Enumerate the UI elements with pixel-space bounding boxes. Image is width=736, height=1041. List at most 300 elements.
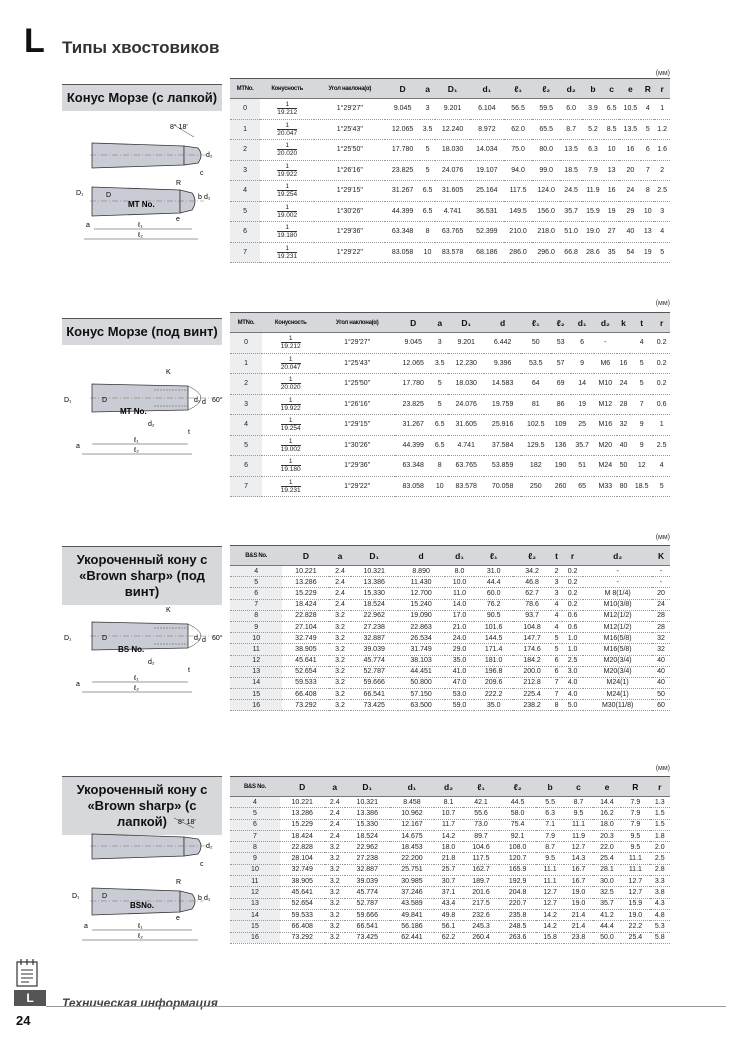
table-cell: 6.5: [420, 181, 436, 202]
table-cell: 62.0: [504, 119, 532, 140]
table-cell: 40: [652, 666, 670, 677]
table-cell: 9.045: [385, 99, 419, 120]
table-cell: 11: [230, 876, 280, 887]
svg-text:ℓ₂: ℓ₂: [134, 685, 139, 692]
table-cell: 18.030: [435, 140, 469, 161]
table-cell: 171.4: [474, 644, 512, 655]
table-cell: 65: [571, 476, 594, 497]
table-cell: 0: [230, 99, 260, 120]
table-cell: 5: [230, 808, 280, 819]
column-header: d₁: [445, 546, 475, 566]
table-cell: 4: [630, 333, 653, 354]
svg-text:K: K: [166, 369, 171, 376]
page-number: 24: [16, 1013, 31, 1028]
table-cell: 32: [652, 644, 670, 655]
table-cell: 10.321: [345, 797, 390, 808]
table-cell: 1°25'43": [314, 119, 385, 140]
table-cell: 5.3: [650, 921, 670, 932]
table-cell: 10.221: [282, 566, 329, 577]
table-cell: 19.0: [621, 909, 649, 920]
svg-text:ℓ₁: ℓ₁: [134, 675, 139, 682]
column-header: d: [484, 313, 520, 333]
table-cell: 18.453: [390, 842, 435, 853]
table-cell: 22.2: [621, 921, 649, 932]
table-cell: 44.5: [499, 797, 536, 808]
svg-text:d₁: d₁: [204, 194, 211, 201]
table-cell: 32.5: [593, 887, 621, 898]
svg-text:e: e: [176, 915, 180, 922]
table-cell: 11.9: [564, 830, 592, 841]
table-cell: 19.0: [582, 222, 604, 243]
table-cell: 3: [551, 577, 562, 588]
table-cell: 9: [230, 853, 280, 864]
table-cell: 149.5: [504, 201, 532, 222]
table-cell: 1: [653, 415, 670, 436]
table-cell: 222.2: [474, 689, 512, 700]
table-cell: 19: [604, 201, 620, 222]
table-cell: 43.4: [434, 898, 462, 909]
table-cell: 19: [571, 394, 594, 415]
table-row: [230, 932, 670, 943]
table-cell: M 8(1/4): [583, 588, 652, 599]
table-cell: 6.0: [560, 99, 582, 120]
table-row: [230, 655, 670, 666]
column-header: ℓ₂: [513, 546, 551, 566]
table-cell: 3.2: [329, 655, 350, 666]
table-cell: 4.0: [562, 677, 583, 688]
table-cell: 124.0: [532, 181, 560, 202]
table-cell: 5: [230, 201, 260, 222]
table-cell: 1: [230, 353, 262, 374]
table-cell: 13.386: [345, 808, 390, 819]
table-cell: 2.5: [654, 181, 670, 202]
table-cell: 245.3: [463, 921, 500, 932]
table-row: [230, 160, 670, 181]
table-cell: 66.408: [280, 921, 325, 932]
footer-divider: [46, 1006, 726, 1007]
table-cell: 28: [652, 621, 670, 632]
table-cell: 25.4: [621, 932, 649, 943]
table-row: [230, 415, 670, 436]
table-cell: 3.2: [325, 887, 345, 898]
table-cell: 35.0: [445, 655, 475, 666]
table-cell: 0.2: [653, 333, 670, 354]
table-cell: 81: [521, 394, 551, 415]
svg-text:d: d: [202, 637, 206, 644]
column-header: b: [582, 79, 604, 99]
table-cell: 8: [420, 222, 436, 243]
table-header-row: [230, 313, 670, 333]
table-cell: 3.8: [650, 887, 670, 898]
table-cell: 4: [230, 181, 260, 202]
table-cell: 3.2: [329, 610, 350, 621]
table-cell: 13: [604, 160, 620, 181]
column-header: ℓ₁: [463, 777, 500, 797]
table-cell: 25.164: [470, 181, 504, 202]
table-cell: 5: [630, 374, 653, 395]
table-cell: 10: [604, 140, 620, 161]
table-cell: 35.7: [593, 898, 621, 909]
table-cell: 8.5: [604, 119, 620, 140]
table-cell: 13.286: [282, 577, 329, 588]
table-cell: $\frac{1}{19.002}$: [260, 201, 314, 222]
table-cell: 204.8: [499, 887, 536, 898]
table-cell: 3.0: [562, 666, 583, 677]
table-cell: 73.425: [351, 700, 398, 711]
table-cell: M20(3/4): [583, 666, 652, 677]
table-cell: 80.0: [532, 140, 560, 161]
table-cell: 44.399: [395, 435, 431, 456]
table-cell: 52.787: [345, 898, 390, 909]
column-header: r: [653, 313, 670, 333]
table-cell: 3.2: [329, 621, 350, 632]
svg-text:d₂: d₂: [148, 421, 155, 428]
table-cell: 35.0: [474, 700, 512, 711]
table-cell: 13.5: [619, 119, 641, 140]
table-cell: 40: [619, 222, 641, 243]
table-cell: 76.2: [474, 599, 512, 610]
svg-text:R: R: [176, 879, 182, 886]
table-row: [230, 599, 670, 610]
table-header-row: [230, 79, 670, 99]
table-cell: 66.541: [351, 689, 398, 700]
table-cell: 83.578: [435, 242, 469, 263]
table-cell: 102.5: [521, 415, 551, 436]
table-row: [230, 853, 670, 864]
table-cell: 11: [230, 644, 282, 655]
table-cell: 8.7: [536, 842, 564, 853]
table-cell: 44.4: [474, 577, 512, 588]
unit-label: (мм): [655, 70, 670, 77]
table-cell: 15.8: [536, 932, 564, 943]
table-cell: 4: [551, 599, 562, 610]
table-cell: 12.7: [621, 887, 649, 898]
table-cell: 53.859: [484, 456, 520, 477]
table-cell: 5: [551, 633, 562, 644]
table-cell: 4: [641, 99, 654, 120]
table-cell: 86: [551, 394, 571, 415]
table-cell: 31.749: [398, 644, 445, 655]
chapter-letter: L: [24, 22, 45, 60]
table-cell: 6: [230, 588, 282, 599]
table-row: [230, 666, 670, 677]
section-title: Конус Морзе (с лапкой): [62, 84, 222, 111]
table-cell: 14.3: [564, 853, 592, 864]
table-cell: 2.5: [653, 435, 670, 456]
table-cell: 42.1: [463, 797, 500, 808]
table-cell: 1.0: [562, 633, 583, 644]
table-cell: 0.2: [562, 577, 583, 588]
table-cell: 11.1: [621, 864, 649, 875]
table-cell: 44.451: [398, 666, 445, 677]
table-cell: 1°29'36": [319, 456, 395, 477]
table-cell: 5: [431, 394, 448, 415]
table-cell: 12: [230, 887, 280, 898]
table-cell: 12.230: [448, 353, 484, 374]
table-cell: 28.1: [593, 864, 621, 875]
column-header: e: [593, 777, 621, 797]
table-cell: 51: [571, 456, 594, 477]
column-header: ℓ₁: [504, 79, 532, 99]
table-cell: 22.0: [593, 842, 621, 853]
table-row: [230, 181, 670, 202]
column-header: B&S No.: [230, 546, 282, 566]
table-cell: 27.238: [351, 621, 398, 632]
table-cell: 5: [551, 644, 562, 655]
table-cell: 24: [652, 599, 670, 610]
table-cell: 5: [420, 140, 436, 161]
table-cell: 31.0: [474, 566, 512, 577]
table-cell: 43.589: [390, 898, 435, 909]
table-cell: 7: [230, 242, 260, 263]
table-cell: 218.0: [532, 222, 560, 243]
table-cell: 78.6: [513, 599, 551, 610]
table-cell: 184.2: [513, 655, 551, 666]
table-cell: 6.104: [470, 99, 504, 120]
table-cell: 3: [654, 201, 670, 222]
table-cell: -: [583, 577, 652, 588]
table-row: [230, 621, 670, 632]
table-row: [230, 119, 670, 140]
table-cell: 11.1: [564, 819, 592, 830]
table-cell: 29.0: [445, 644, 475, 655]
table-cell: 1.5: [650, 808, 670, 819]
table-cell: 6.5: [420, 201, 436, 222]
svg-text:d₁: d₁: [194, 397, 201, 404]
table-cell: 13.5: [560, 140, 582, 161]
table-cell: 93.7: [513, 610, 551, 621]
table-cell: 260: [551, 476, 571, 497]
column-header: K: [652, 546, 670, 566]
svg-text:D₁: D₁: [72, 893, 80, 900]
table-row: [230, 887, 670, 898]
table-cell: 212.8: [513, 677, 551, 688]
svg-text:D: D: [106, 192, 112, 199]
table-cell: 8.1: [434, 797, 462, 808]
table-cell: 53.0: [445, 689, 475, 700]
table-row: [230, 588, 670, 599]
table-cell: 18.0: [593, 819, 621, 830]
table-cell: 22.962: [351, 610, 398, 621]
column-header: d₂: [560, 79, 582, 99]
table-cell: 90.5: [474, 610, 512, 621]
table-cell: 32: [617, 415, 630, 436]
morse-screw-table: [230, 312, 670, 497]
table-cell: 30.0: [593, 876, 621, 887]
table-cell: 28.104: [280, 853, 325, 864]
section-title: Конус Морзе (под винт): [62, 318, 222, 345]
page-title: Типы хвостовиков: [62, 38, 220, 57]
table-cell: M16(5/8): [583, 644, 652, 655]
bs-screw-drawing: [62, 600, 226, 700]
table-cell: 2: [230, 140, 260, 161]
table-cell: 2.4: [329, 566, 350, 577]
table-cell: 62.7: [513, 588, 551, 599]
table-cell: 3.2: [329, 644, 350, 655]
table-cell: 1°25'50": [314, 140, 385, 161]
table-cell: $\frac{1}{19.180}$: [260, 222, 314, 243]
table-cell: 5: [420, 160, 436, 181]
table-cell: 15.330: [345, 819, 390, 830]
table-row: [230, 201, 670, 222]
table-cell: $\frac{1}{19.254}$: [260, 181, 314, 202]
table-cell: 75.0: [504, 140, 532, 161]
table-cell: 3.2: [325, 864, 345, 875]
table-cell: 15.229: [282, 588, 329, 599]
table-cell: 32.887: [351, 633, 398, 644]
table-row: [230, 394, 670, 415]
table-cell: 39.039: [351, 644, 398, 655]
table-cell: 6.3: [582, 140, 604, 161]
table-cell: 59.0: [445, 700, 475, 711]
table-cell: 14.583: [484, 374, 520, 395]
svg-text:d₂: d₂: [148, 659, 155, 666]
table-cell: 7.1: [536, 819, 564, 830]
table-row: [230, 374, 670, 395]
table-cell: 24.0: [445, 633, 475, 644]
table-cell: 7: [551, 689, 562, 700]
table-cell: 30.7: [434, 876, 462, 887]
table-cell: 12.7: [564, 842, 592, 853]
table-cell: 50: [617, 456, 630, 477]
table-cell: M30(11/8): [583, 700, 652, 711]
table-cell: 11.1: [536, 864, 564, 875]
table-cell: 11.0: [445, 588, 475, 599]
table-cell: 38.905: [280, 876, 325, 887]
svg-text:D: D: [102, 893, 108, 900]
table-cell: M16: [594, 415, 617, 436]
table-cell: 156.0: [532, 201, 560, 222]
table-cell: 4.741: [448, 435, 484, 456]
table-cell: 66.541: [345, 921, 390, 932]
table-cell: 14: [571, 374, 594, 395]
table-cell: 120.7: [499, 853, 536, 864]
svg-text:D: D: [102, 397, 108, 404]
unit-label: (мм): [655, 534, 670, 541]
table-cell: 2: [551, 566, 562, 577]
table-cell: 217.5: [463, 898, 500, 909]
table-cell: 2.8: [650, 864, 670, 875]
table-cell: 7: [630, 394, 653, 415]
table-cell: 18.0: [434, 842, 462, 853]
table-cell: 26.534: [398, 633, 445, 644]
table-cell: 15.9: [582, 201, 604, 222]
table-cell: 22.828: [280, 842, 325, 853]
table-cell: 52.399: [470, 222, 504, 243]
table-cell: 57: [551, 353, 571, 374]
table-cell: 16.7: [564, 876, 592, 887]
table-cell: 174.6: [513, 644, 551, 655]
table-cell: 1°29'15": [319, 415, 395, 436]
table-cell: 41.0: [445, 666, 475, 677]
table-row: [230, 898, 670, 909]
table-cell: 25.916: [484, 415, 520, 436]
table-cell: 4: [230, 797, 280, 808]
table-cell: 4: [654, 222, 670, 243]
table-cell: 25.751: [390, 864, 435, 875]
table-cell: 1°29'22": [314, 242, 385, 263]
column-header: D: [385, 79, 419, 99]
table-cell: 59.533: [282, 677, 329, 688]
table-cell: 20: [619, 160, 641, 181]
table-cell: 62.2: [434, 932, 462, 943]
table-cell: 89.7: [463, 830, 500, 841]
table-cell: 296.0: [532, 242, 560, 263]
table-cell: 5.5: [536, 797, 564, 808]
table-cell: 50: [652, 689, 670, 700]
table-cell: 1°29'27": [314, 99, 385, 120]
svg-text:a: a: [84, 923, 88, 930]
column-header: e: [619, 79, 641, 99]
table-cell: 24.076: [435, 160, 469, 181]
svg-text:c: c: [200, 170, 204, 177]
column-header: ℓ₂: [532, 79, 560, 99]
table-cell: 3.2: [329, 677, 350, 688]
table-cell: 1°29'22": [319, 476, 395, 497]
table-cell: 15.330: [351, 588, 398, 599]
svg-text:b: b: [198, 895, 202, 902]
table-cell: 5: [653, 476, 670, 497]
morse-screw-drawing: [62, 362, 226, 462]
table-cell: 19: [641, 242, 654, 263]
column-header: a: [420, 79, 436, 99]
table-cell: 73.0: [463, 819, 500, 830]
column-header: d: [398, 546, 445, 566]
table-row: [230, 876, 670, 887]
table-cell: 11.1: [536, 876, 564, 887]
table-cell: 45.774: [345, 887, 390, 898]
table-cell: M12: [594, 394, 617, 415]
table-cell: 14.0: [445, 599, 475, 610]
table-cell: 9.5: [621, 842, 649, 853]
table-row: [230, 435, 670, 456]
table-cell: 3: [431, 333, 448, 354]
table-cell: 32.749: [282, 633, 329, 644]
table-cell: 182: [521, 456, 551, 477]
table-cell: $\frac{1}{19.922}$: [260, 160, 314, 181]
table-cell: 17.780: [395, 374, 431, 395]
svg-text:ℓ₁: ℓ₁: [138, 222, 143, 229]
table-cell: 6: [551, 655, 562, 666]
table-cell: 6.5: [604, 99, 620, 120]
column-header: d₂: [594, 313, 617, 333]
table-cell: 30.985: [390, 876, 435, 887]
table-cell: 3: [420, 99, 436, 120]
table-cell: $\frac{1}{19.212}$: [262, 333, 319, 354]
table-cell: 25: [571, 415, 594, 436]
svg-text:8° 18': 8° 18': [178, 819, 196, 826]
table-cell: 73.292: [282, 700, 329, 711]
table-cell: 31.267: [385, 181, 419, 202]
svg-text:d₁: d₁: [204, 895, 211, 902]
table-cell: 25.4: [593, 853, 621, 864]
table-cell: 11.430: [398, 577, 445, 588]
svg-text:MT No.: MT No.: [128, 200, 155, 209]
table-cell: 15: [230, 921, 280, 932]
table-cell: 13.386: [351, 577, 398, 588]
unit-label: (мм): [655, 765, 670, 772]
table-cell: 4: [230, 566, 282, 577]
table-cell: 1.2: [654, 119, 670, 140]
table-cell: 12: [630, 456, 653, 477]
table-cell: M24(1): [583, 677, 652, 688]
table-cell: 44.4: [593, 921, 621, 932]
table-cell: 189.7: [463, 876, 500, 887]
table-cell: 19.107: [470, 160, 504, 181]
table-cell: 15.229: [280, 819, 325, 830]
table-cell: 18.5: [560, 160, 582, 181]
table-cell: 108.0: [499, 842, 536, 853]
